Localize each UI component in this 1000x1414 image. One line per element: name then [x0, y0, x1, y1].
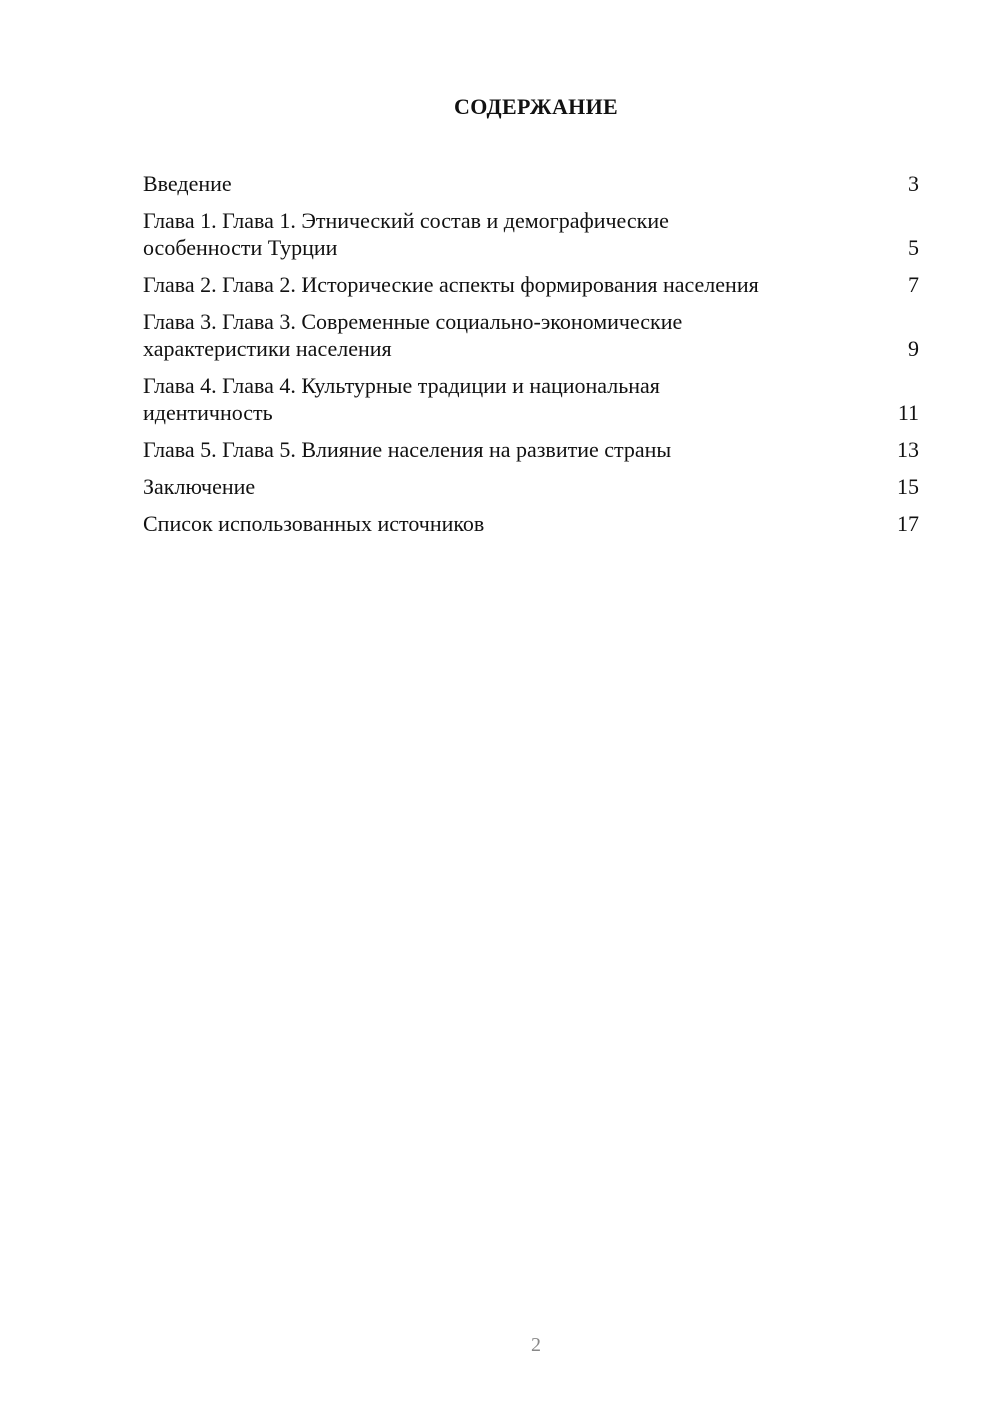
toc-entry-chapter-5 [143, 436, 919, 463]
toc-entry-page: 15 [897, 474, 919, 499]
toc-entry-page: 11 [897, 400, 919, 425]
toc-entry-text: Список использованных источников [143, 511, 485, 536]
toc-entry-text: Глава 4. Глава 4. Культурные традиции и национальная идентичность [143, 373, 660, 425]
toc-title: СОДЕРЖАНИЕ [454, 94, 618, 119]
toc-entry-page: 9 [908, 336, 919, 361]
toc-entry-text: Заключение [143, 474, 256, 499]
toc-entry-page: 3 [908, 171, 919, 196]
toc-entry-page: 5 [908, 235, 919, 260]
toc-entry-text: Глава 3. Глава 3. Современные социально-экономические характеристики населения [143, 309, 683, 361]
toc-entry-chapter-2 [143, 271, 919, 298]
toc-entry-page: 17 [897, 511, 919, 536]
page-number: 2 [531, 1334, 541, 1356]
table-of-contents [143, 170, 919, 547]
toc-entry-text: Глава 5. Глава 5. Влияние населения на развитие страны [143, 437, 672, 462]
toc-entry-chapter-4 [143, 372, 919, 426]
toc-entry-text: Введение [143, 171, 232, 196]
toc-entry-introduction [143, 170, 919, 197]
toc-entry-conclusion [143, 473, 919, 500]
toc-entry-text: Глава 1. Глава 1. Этнический состав и демографические особенности Турции [143, 208, 669, 260]
toc-entry-references [143, 510, 919, 537]
toc-entry-chapter-3 [143, 308, 919, 362]
toc-entry-page: 7 [908, 272, 919, 297]
toc-entry-chapter-1 [143, 207, 919, 261]
toc-entry-text: Глава 2. Глава 2. Исторические аспекты формирования населения [143, 272, 759, 297]
toc-entry-page: 13 [897, 437, 919, 462]
